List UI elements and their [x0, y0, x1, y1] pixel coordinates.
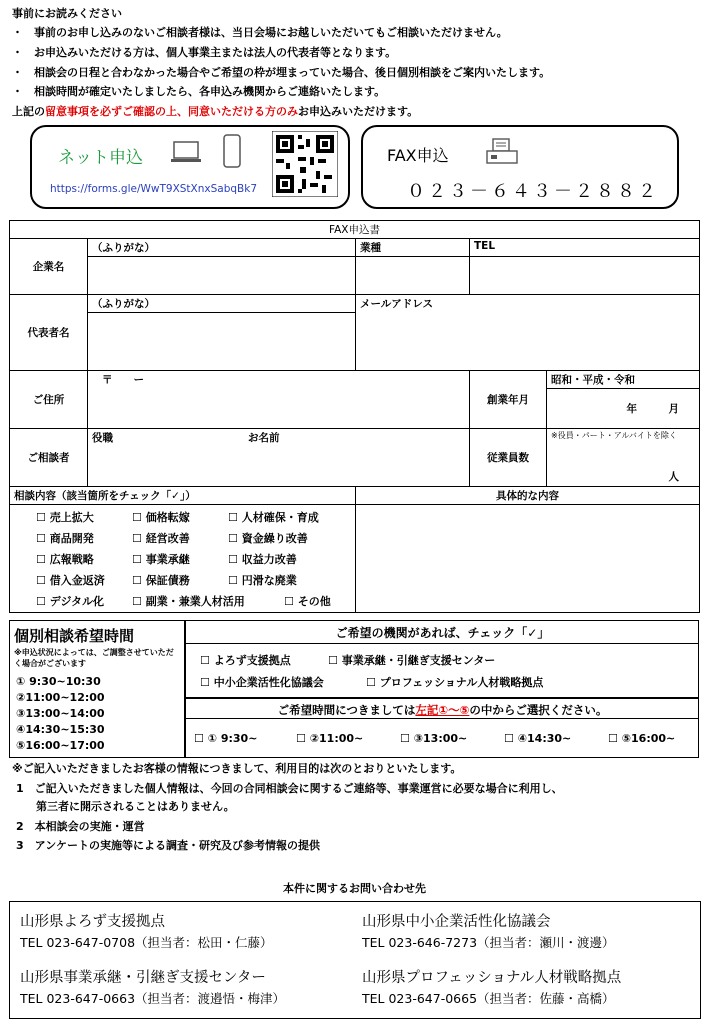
furigana-label: （ふりがな） [88, 295, 356, 313]
notice-final: 上記の留意事項を必ずご確認の上、同意いただける方のみお申込みいただけます。 [12, 105, 419, 118]
detail-label: 具体的な内容 [356, 487, 700, 505]
detail-field[interactable] [356, 505, 700, 613]
topic-checkbox[interactable]: ☐ 商品開発 [36, 532, 94, 545]
laptop-icon [170, 139, 202, 165]
address-label: ご住所 [10, 371, 88, 429]
time-slot: ③13:00~14:00 [16, 707, 105, 720]
fax-number: ０２３－６４３－２８８２ [407, 181, 659, 202]
time-choice-checkbox[interactable]: ☐ ① 9:30~ [194, 732, 258, 745]
notice-bullet: ・ 相談会の日程と合わなかった場合やご希望の枠が埋まっていた場合、後日個別相談をご案内いたします。 [12, 66, 551, 79]
contact-org-name: 山形県プロフェッショナル人材戦略拠点 [362, 970, 622, 986]
consultant-field[interactable] [88, 429, 470, 487]
consultant-label: ご相談者 [10, 429, 88, 487]
time-title: 個別相談希望時間 [14, 627, 135, 645]
privacy-item: 2 本相談会の実施・運営 [16, 820, 145, 833]
contact-org-tel: TEL 023-647-0708（担当者：松田・仁藤） [20, 935, 273, 950]
net-apply-url[interactable]: https://forms.gle/WwT9XStXnxSabqBk7 [50, 183, 258, 195]
notice-heading: 事前にお読みください [12, 7, 122, 20]
privacy-item: 第三者に開示されることはありません。 [36, 800, 235, 813]
topic-checkbox[interactable]: ☐ 資金繰り改善 [228, 532, 308, 545]
employees-label: 従業員数 [470, 429, 547, 487]
topic-checkbox[interactable]: ☐ 事業承継 [132, 553, 190, 566]
topics-cell [10, 505, 356, 613]
org-checkbox[interactable]: ☐ 事業承継・引継ぎ支援センター [328, 654, 496, 667]
tel-field[interactable] [470, 257, 700, 295]
time-choice-checkbox[interactable]: ☐ ④14:30~ [504, 732, 572, 745]
company-name-field[interactable] [88, 257, 356, 295]
employees-note: ※役員・パート・アルバイトを除く [551, 431, 677, 440]
furigana-label: （ふりがな） [88, 239, 356, 257]
position-label: 役職 [92, 432, 113, 444]
contact-org-name: 山形県中小企業活性化協議会 [362, 914, 551, 930]
fax-machine-icon [485, 137, 519, 167]
time-slot: ⑤16:00~17:00 [16, 739, 105, 752]
tel-label: TEL [470, 239, 700, 257]
time-pick-instruction: ご希望時間につきましては左記①～⑤の中からご選択ください。 [277, 703, 608, 717]
address-field[interactable] [88, 371, 470, 429]
topic-checkbox[interactable]: ☐ 広報戦略 [36, 553, 94, 566]
topic-checkbox[interactable]: ☐ 収益力改善 [228, 553, 297, 566]
fax-apply-title: FAX申込 [387, 146, 449, 165]
contact-title: 本件に関するお問い合わせ先 [283, 882, 426, 895]
privacy-item: 3 アンケートの実施等による調査・研究及び参考情報の提供 [16, 839, 320, 852]
time-slot: ④14:30~15:30 [16, 723, 105, 736]
topic-checkbox[interactable]: ☐ 人材確保・育成 [228, 511, 319, 524]
time-slot: ① 9:30~10:30 [16, 675, 101, 688]
topic-checkbox[interactable]: ☐ 経営改善 [132, 532, 190, 545]
notice-bullet: ・ 相談時間が確定いたしましたら、各申込み機関からご連絡いたします。 [12, 85, 386, 98]
founded-label: 創業年月 [470, 371, 547, 429]
company-label: 企業名 [10, 239, 88, 295]
topic-checkbox[interactable]: ☐ 保証債務 [132, 574, 190, 587]
fax-application-form [9, 220, 700, 613]
privacy-item: 1 ご記入いただきました個人情報は、今回の合同相談会に関するご連絡等、事業運営に必要な場合に利用し、 [16, 782, 563, 795]
qr-code-icon [272, 131, 338, 197]
org-checkbox[interactable]: ☐ プロフェッショナル人材戦略拠点 [366, 676, 544, 689]
contact-org-tel: TEL 023-647-0663（担当者：渡邉悟・梅津） [20, 991, 286, 1006]
net-apply-box [30, 125, 350, 209]
topic-checkbox[interactable]: ☐ 借入金返済 [36, 574, 105, 587]
topic-checkbox[interactable]: ☐ デジタル化 [36, 595, 105, 608]
topic-checkbox[interactable]: ☐ 円滑な廃業 [228, 574, 297, 587]
topic-checkbox[interactable]: ☐ 価格転嫁 [132, 511, 190, 524]
notice-bullet: ・ お申込みいただける方は、個人事業主または法人の代表者等となります。 [12, 46, 397, 59]
email-label: メールアドレス [360, 298, 433, 310]
employees-field[interactable] [547, 429, 700, 487]
topic-checkbox[interactable]: ☐ 副業・兼業人材活用 [132, 595, 245, 608]
founded-ym-field[interactable]: 年 月 [547, 389, 700, 429]
form-title: FAX申込書 [10, 221, 700, 239]
content-label: 相談内容（該当箇所をチェック「✓」） [10, 487, 356, 505]
smartphone-icon [222, 133, 242, 169]
fax-apply-box [361, 125, 679, 209]
time-slot: ②11:00~12:00 [16, 691, 105, 704]
name-label: お名前 [248, 432, 280, 444]
topic-checkbox[interactable]: ☐ その他 [284, 595, 331, 608]
topic-checkbox[interactable]: ☐ 売上拡大 [36, 511, 94, 524]
time-note: ※申込状況によっては、ご調整させていただく場合がございます [14, 648, 174, 668]
contact-org-tel: TEL 023-647-0665（担当者：佐藤・高橋） [362, 991, 615, 1006]
contact-box [9, 901, 701, 1019]
time-choice-checkbox[interactable]: ☐ ③13:00~ [400, 732, 468, 745]
net-apply-title: ネット申込 [58, 148, 143, 168]
contact-org-name: 山形県事業承継・引継ぎ支援センター [20, 970, 266, 986]
privacy-intro: ※ご記入いただきましたお客様の情報につきまして、利用目的は次のとおりといたします。 [12, 762, 462, 775]
email-field[interactable] [356, 295, 700, 371]
org-checkbox[interactable]: ☐ 中小企業活性化協議会 [200, 676, 324, 689]
org-checkbox[interactable]: ☐ よろず支援拠点 [200, 654, 291, 667]
persons-unit: 人 [668, 471, 680, 483]
contact-org-tel: TEL 023-646-7273（担当者：瀬川・渡邊） [362, 935, 615, 950]
postal-mark: 〒 ー [102, 374, 144, 386]
time-choice-checkbox[interactable]: ☐ ⑤16:00~ [608, 732, 676, 745]
industry-label: 業種 [356, 239, 470, 257]
contact-org-name: 山形県よろず支援拠点 [20, 914, 165, 930]
notice-bullet: ・ 事前のお申し込みのないご相談者様は、当日会場にお越しいただいてもご相談いただけません。 [12, 26, 508, 39]
representative-label: 代表者名 [10, 295, 88, 371]
time-choice-checkbox[interactable]: ☐ ②11:00~ [296, 732, 364, 745]
era-options[interactable]: 昭和・平成・令和 [547, 371, 700, 389]
industry-field[interactable] [356, 257, 470, 295]
org-title: ご希望の機関があれば、チェック「✓」 [335, 626, 550, 640]
representative-name-field[interactable] [88, 313, 356, 371]
